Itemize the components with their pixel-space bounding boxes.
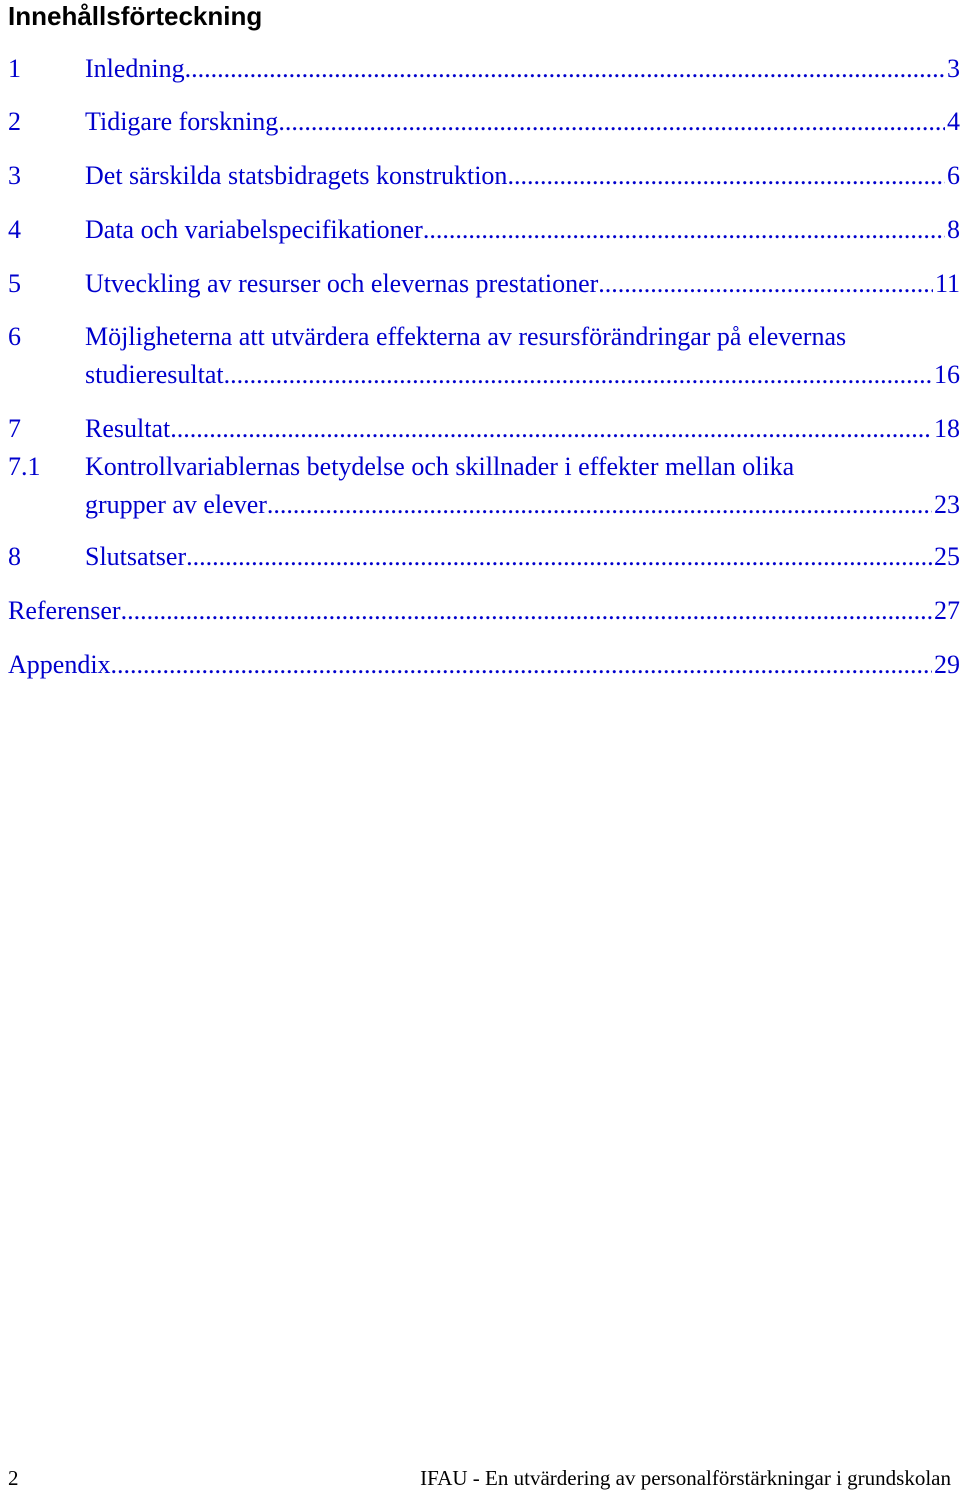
toc-entry-number: 1 (8, 54, 21, 83)
toc-entry-statsbidrag[interactable] (0, 157, 960, 195)
toc-entry-number: 5 (8, 269, 21, 298)
toc-entry-kontrollvariablerna[interactable] (0, 448, 960, 524)
toc-entry-title: Tidigare forskning (85, 107, 279, 136)
toc-entry-title: Data och variabelspecifikationer (85, 215, 423, 244)
toc-entry-page: 11 (934, 269, 960, 298)
toc-entry-title-line: Kontrollvariablernas betydelse och skillnader i effekter mellan olika (85, 452, 795, 481)
toc-entry-page: 29 (934, 650, 960, 679)
toc-leader-dots (121, 592, 932, 630)
toc-entry-resultat[interactable] (0, 410, 960, 448)
toc-entry-page: 3 (947, 54, 960, 83)
footer-page-number: 2 (8, 1466, 19, 1490)
toc-entry-page: 27 (934, 596, 960, 625)
toc-leader-dots (598, 265, 933, 303)
toc-entry-mojligheterna[interactable] (0, 318, 960, 394)
toc-leader-dots (170, 410, 932, 448)
toc-leader-dots (111, 646, 932, 684)
toc-leader-dots (224, 356, 932, 394)
toc-entry-page: 6 (947, 161, 960, 190)
toc-entry-data[interactable] (0, 211, 960, 249)
page-title: Innehållsförteckning (8, 1, 263, 31)
toc-entry-referenser[interactable] (0, 592, 960, 630)
toc-entry-title: Inledning (85, 54, 185, 83)
toc-entry-number: 6 (8, 322, 21, 351)
toc-entry-title: Slutsatser (85, 542, 187, 571)
toc-entry-number: 7.1 (8, 452, 41, 481)
toc-entry-tidigare-forskning[interactable] (0, 103, 960, 141)
toc-leader-dots (185, 50, 945, 88)
toc-entry-number: 8 (8, 542, 21, 571)
toc-entry-inledning[interactable] (0, 50, 960, 88)
toc-entry-page: 25 (934, 542, 960, 571)
toc-entry-title: Det särskilda statsbidragets konstruktion (85, 161, 508, 190)
toc-leader-dots (507, 157, 945, 195)
toc-entry-title: Utveckling av resurser och elevernas prestationer (85, 269, 599, 298)
toc-entry-number: 3 (8, 161, 21, 190)
toc-entry-page: 16 (934, 360, 960, 389)
toc-leader-dots (267, 486, 932, 524)
toc-entry-number: 4 (8, 215, 21, 244)
toc-entry-utveckling[interactable] (0, 265, 960, 303)
toc-entry-page: 8 (947, 215, 960, 244)
toc-leader-dots (423, 211, 945, 249)
page-footer (0, 1463, 960, 1493)
toc-entry-title: Referenser (8, 596, 121, 625)
toc-entry-slutsatser[interactable] (0, 538, 960, 576)
toc-leader-dots (278, 103, 945, 141)
toc-entry-page: 18 (934, 414, 960, 443)
toc-entry-page: 4 (947, 107, 960, 136)
toc-entry-appendix[interactable] (0, 646, 960, 684)
toc-entry-number: 7 (8, 414, 21, 443)
toc-entry-title: grupper av elever (85, 490, 267, 519)
toc-entry-title: Resultat (85, 414, 171, 443)
toc-entry-page: 23 (934, 490, 960, 519)
toc-leader-dots (186, 538, 932, 576)
footer-text: IFAU - En utvärdering av personalförstärkningar i grundskolan (420, 1466, 951, 1490)
toc-entry-title-line: Möjligheterna att utvärdera effekterna av resursförändringar på elevernas (85, 322, 847, 351)
toc-entry-title: Appendix (8, 650, 111, 679)
toc-entry-number: 2 (8, 107, 21, 136)
toc-entry-title: studieresultat (85, 360, 224, 389)
